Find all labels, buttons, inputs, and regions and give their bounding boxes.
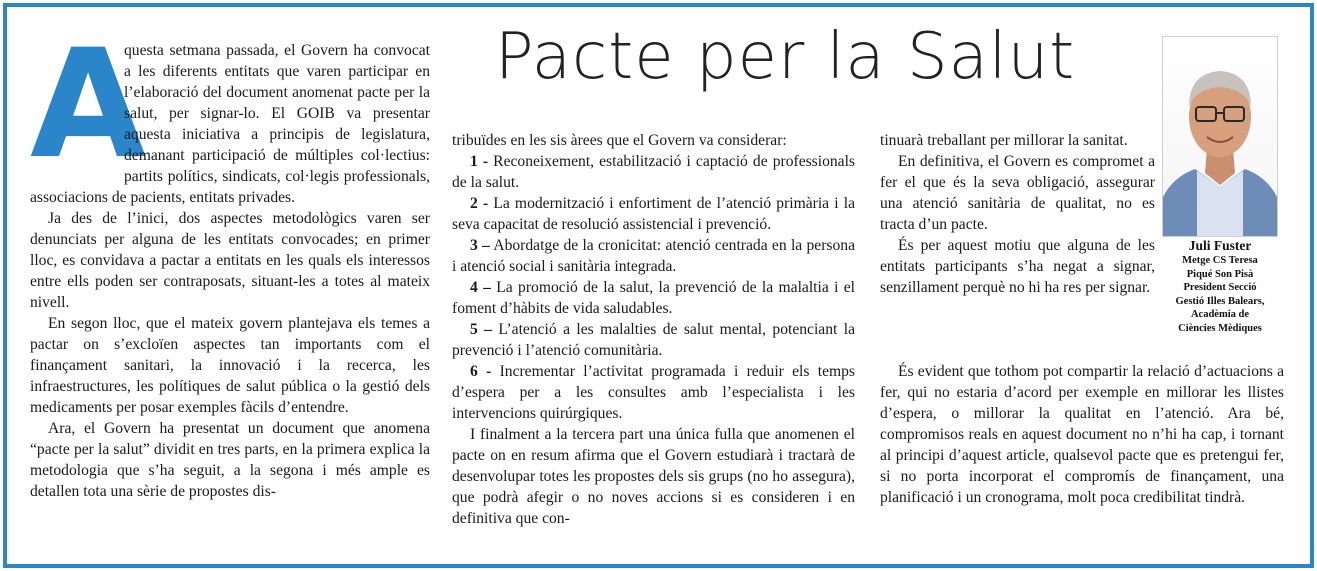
paragraph: Ja des de l’inici, dos aspectes metodològics varen ser denunciats per alguna de les entitats convocades; en primer lloc, es convidava a pactar a entitats en les quals els interessos entre ells poden ser contraposats, situant-les a totes al mateix nivell. [30,210,430,311]
paragraph: tinuarà treballant per millorar la sanitat. [880,132,1128,149]
list-number: 4 – [470,279,491,296]
article-column-4 [880,361,1284,508]
list-number: 2 - [470,195,489,212]
paragraph: En definitiva, el Govern es compromet a fer el que és la seva obligació, assegurar una atenció sanitària de qualitat, no es tracta d’un pacte. [880,153,1155,233]
article-column-2 [452,130,855,529]
author-caption [1155,238,1285,335]
drop-cap: A [30,18,147,192]
author-name: Juli Fuster [1188,238,1252,253]
list-text: La modernització i enfortiment de l’atenció primària i la seva capacitat de resolució assistencial i prevenció. [452,195,856,233]
list-number: 3 – [470,237,490,254]
article-title: Pacte per la Salut [495,20,1076,94]
author-credential: Acadèmia de [1190,309,1250,320]
paragraph: En segon lloc, que el mateix govern plantejava els temes a pactar on s’excloïen aspectes tan importants com el finançament sanitari, la innovació i la recerca, les infraestructures, les polítiques de salut pública o la gestió dels medicaments per posar exemples fàcils d’entendre. [30,315,430,416]
list-item [452,193,855,235]
list-text: Incrementar l’activitat programada i reduir els temps d’espera per a les consultes amb l’especialista i les intervencions quirúrgiques. [452,363,855,422]
paragraph: És evident que tothom pot compartir la relació d’actuacions a fer, qui no estaria d’acord per exemple en millorar les llistes d’espera, o millorar la qualitat en l’atenció. Ara bé, compromisos reals en aquest document no n’hi ha cap, i tornant al principi d’aquest article, qualsevol pacte que es pretengui fer, si no porta incorporat el compromís de finançament, una planificació i un cronograma, molt poca credibilitat tindrà. [880,363,1284,506]
paragraph: És per aquest motiu que alguna de les entitats participants s’ha negat a signar, senzillament perquè no hi ha res per signar. [880,237,1155,296]
paragraph: questa setmana passada, el Govern ha convocat a les diferents entitats que varen participar en l’elaboració del document anomenat pacte per la salut, per signar-lo. El GOIB va presentar aquesta iniciativa a principis de legislatura, demanant participació de múltiples col·lectius: partits polítics, sindicats, col·legis professionals, associacions de pacients, entitats privades. [30,42,430,206]
paragraph: I finalment a la tercera part una única fulla que anomenen el pacte on en resum afirma que el Govern estudiarà i tractarà de desenvolupar totes les propostes dels sis grups (no ho assegura), que podrà afegir o no noves accions si es consideren i en definitiva que con- [452,426,855,527]
list-item [452,277,855,319]
paragraph: tribuïdes en les sis àrees que el Govern va considerar: [452,132,787,149]
list-number: 6 - [470,363,492,380]
list-item [452,361,855,424]
list-item [452,235,855,277]
paragraph: Ara, el Govern ha presentat un document que anomena “pacte per la salut” dividit en tres parts, en la primera explica la metodologia que s’ha seguit, a la segona i més ample es detallen tota una sèrie de propostes dis- [30,420,430,500]
list-text: Abordatge de la cronicitat: atenció centrada en la persona i atenció social i sanitària integrada. [452,237,855,275]
list-text: Reconeixement, estabilització i captació de professionals de la salut. [452,153,855,191]
author-credential: Gestió Illes Balears, [1175,295,1265,307]
author-portrait-icon [1163,37,1277,236]
article-column-1 [30,18,430,502]
list-item [452,151,855,193]
list-number: 1 - [470,153,489,170]
list-text: La promoció de la salut, la prevenció de la malaltia i el foment d’hàbits de vida saludables. [452,279,855,317]
author-credential: President Secció [1183,282,1257,293]
list-text: L’atenció a les malalties de salut mental, potenciant la prevenció i l’atenció comunitària. [452,321,855,359]
list-number: 5 – [470,321,492,338]
list-item [452,319,855,361]
author-credential: Ciències Mèdiques [1178,322,1262,334]
article-column-3 [880,130,1155,298]
author-photo [1162,36,1278,237]
author-credential: Piqué Son Pisà [1186,268,1254,280]
author-credential: Metge CS Teresa [1182,255,1258,266]
